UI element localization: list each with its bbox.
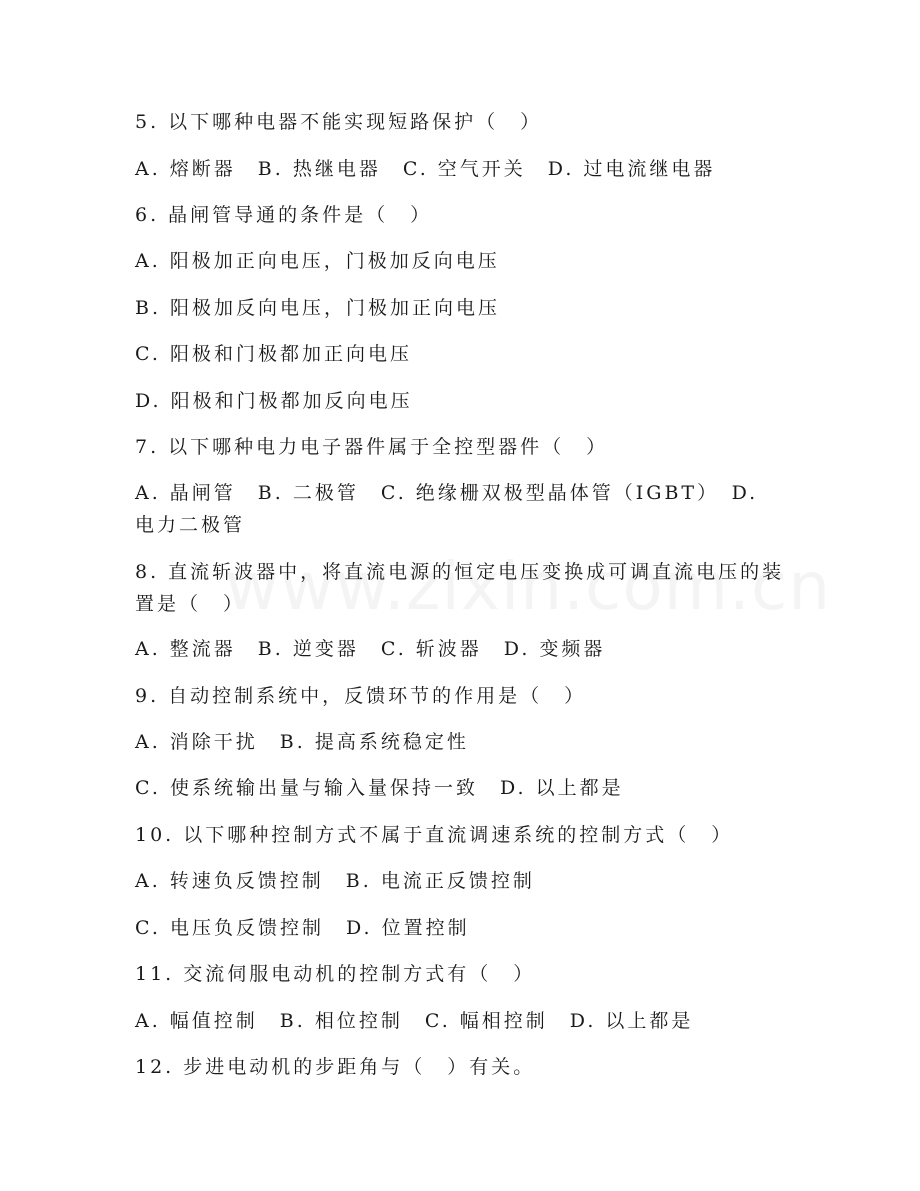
question-5-options: A. 熔断器 B. 热继电器 C. 空气开关 D. 过电流继电器 bbox=[135, 158, 716, 180]
question-8: 8. 直流斩波器中，将直流电源的恒定电压变换成可调直流电压的装置是（ ） bbox=[135, 561, 785, 615]
question-6-option-c: C. 阳极和门极都加正向电压 bbox=[135, 343, 412, 365]
question-7-options: A. 晶闸管 B. 二极管 C. 绝缘栅双极型晶体管（IGBT） D. 电力二极管 bbox=[135, 482, 759, 536]
question-6-option-a: A. 阳极加正向电压，门极加反向电压 bbox=[135, 250, 500, 272]
question-6: 6. 晶闸管导通的条件是（ ） bbox=[135, 204, 433, 226]
question-9-options-ab: A. 消除干扰 B. 提高系统稳定性 bbox=[135, 731, 469, 753]
question-7: 7. 以下哪种电力电子器件属于全控型器件（ ） bbox=[135, 436, 609, 458]
question-11: 11. 交流伺服电动机的控制方式有（ ） bbox=[135, 963, 536, 985]
question-10: 10. 以下哪种控制方式不属于直流调速系统的控制方式（ ） bbox=[135, 824, 734, 846]
question-10-options-cd: C. 电压负反馈控制 D. 位置控制 bbox=[135, 917, 470, 939]
question-9-options-cd: C. 使系统输出量与输入量保持一致 D. 以上都是 bbox=[135, 777, 624, 799]
question-5: 5. 以下哪种电器不能实现短路保护（ ） bbox=[135, 111, 543, 133]
question-6-option-b: B. 阳极加反向电压，门极加正向电压 bbox=[135, 297, 501, 319]
question-12: 12. 步进电动机的步距角与（ ）有关。 bbox=[135, 1056, 536, 1078]
question-10-options-ab: A. 转速负反馈控制 B. 电流正反馈控制 bbox=[135, 870, 535, 892]
question-8-options: A. 整流器 B. 逆变器 C. 斩波器 D. 变频器 bbox=[135, 638, 606, 660]
question-6-option-d: D. 阳极和门极都加反向电压 bbox=[135, 390, 413, 412]
question-11-options: A. 幅值控制 B. 相位控制 C. 幅相控制 D. 以上都是 bbox=[135, 1010, 694, 1032]
question-9: 9. 自动控制系统中，反馈环节的作用是（ ） bbox=[135, 685, 587, 707]
